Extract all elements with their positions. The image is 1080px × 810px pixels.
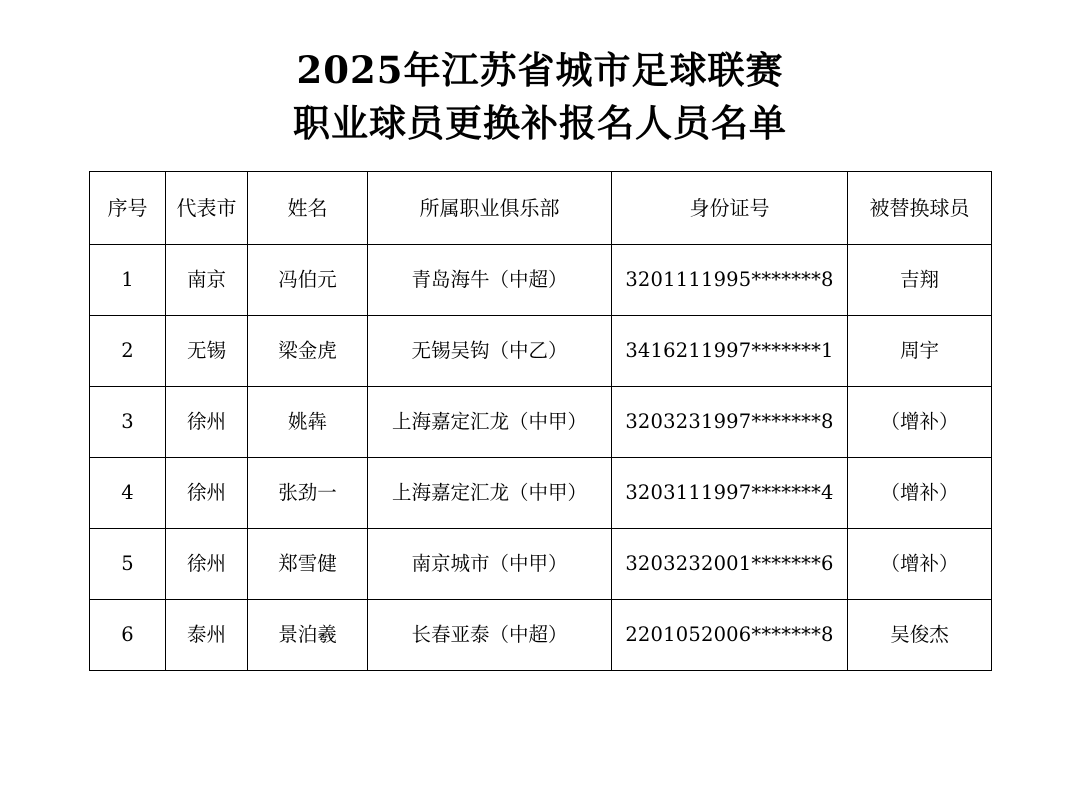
table-row [90, 245, 992, 316]
cell-id-number: 3203231997*******8 [612, 387, 848, 458]
cell-club: 南京城市（中甲） [368, 529, 612, 600]
cell-name: 姚犇 [248, 387, 368, 458]
cell-city: 南京 [166, 245, 248, 316]
column-header-replaced: 被替换球员 [848, 172, 992, 245]
cell-club: 青岛海牛（中超） [368, 245, 612, 316]
cell-id-number: 3203232001*******6 [612, 529, 848, 600]
roster-table-container [89, 171, 991, 671]
column-header-id: 身份证号 [612, 172, 848, 245]
roster-table [89, 171, 992, 671]
column-header-club: 所属职业俱乐部 [368, 172, 612, 245]
table-row [90, 316, 992, 387]
cell-id-number: 3203111997*******4 [612, 458, 848, 529]
table-row [90, 387, 992, 458]
cell-club: 无锡吴钩（中乙） [368, 316, 612, 387]
column-header-name: 姓名 [248, 172, 368, 245]
table-header-row [90, 172, 992, 245]
cell-replaced-player: 吉翔 [848, 245, 992, 316]
cell-replaced-player: 吴俊杰 [848, 600, 992, 671]
column-header-index: 序号 [90, 172, 166, 245]
cell-replaced-player: （增补） [848, 387, 992, 458]
cell-city: 泰州 [166, 600, 248, 671]
title-line-1: 2025年江苏省城市足球联赛 [296, 48, 784, 92]
cell-name: 张劲一 [248, 458, 368, 529]
cell-index: 2 [90, 316, 166, 387]
title-line-2: 职业球员更换补报名人员名单 [293, 100, 787, 145]
table-row [90, 600, 992, 671]
table-header [90, 172, 992, 245]
cell-index: 4 [90, 458, 166, 529]
cell-name: 梁金虎 [248, 316, 368, 387]
cell-city: 徐州 [166, 529, 248, 600]
cell-name: 冯伯元 [248, 245, 368, 316]
cell-name: 郑雪健 [248, 529, 368, 600]
cell-replaced-player: （增补） [848, 529, 992, 600]
cell-id-number: 3416211997*******1 [612, 316, 848, 387]
table-body [90, 245, 992, 671]
document-title [0, 0, 1080, 149]
cell-id-number: 2201052006*******8 [612, 600, 848, 671]
cell-club: 上海嘉定汇龙（中甲） [368, 458, 612, 529]
cell-index: 6 [90, 600, 166, 671]
cell-city: 徐州 [166, 387, 248, 458]
column-header-city: 代表市 [166, 172, 248, 245]
cell-replaced-player: 周宇 [848, 316, 992, 387]
cell-index: 1 [90, 245, 166, 316]
cell-name: 景泊羲 [248, 600, 368, 671]
cell-id-number: 3201111995*******8 [612, 245, 848, 316]
cell-club: 上海嘉定汇龙（中甲） [368, 387, 612, 458]
cell-index: 5 [90, 529, 166, 600]
cell-index: 3 [90, 387, 166, 458]
cell-city: 无锡 [166, 316, 248, 387]
cell-club: 长春亚泰（中超） [368, 600, 612, 671]
table-row [90, 529, 992, 600]
cell-city: 徐州 [166, 458, 248, 529]
table-row [90, 458, 992, 529]
cell-replaced-player: （增补） [848, 458, 992, 529]
